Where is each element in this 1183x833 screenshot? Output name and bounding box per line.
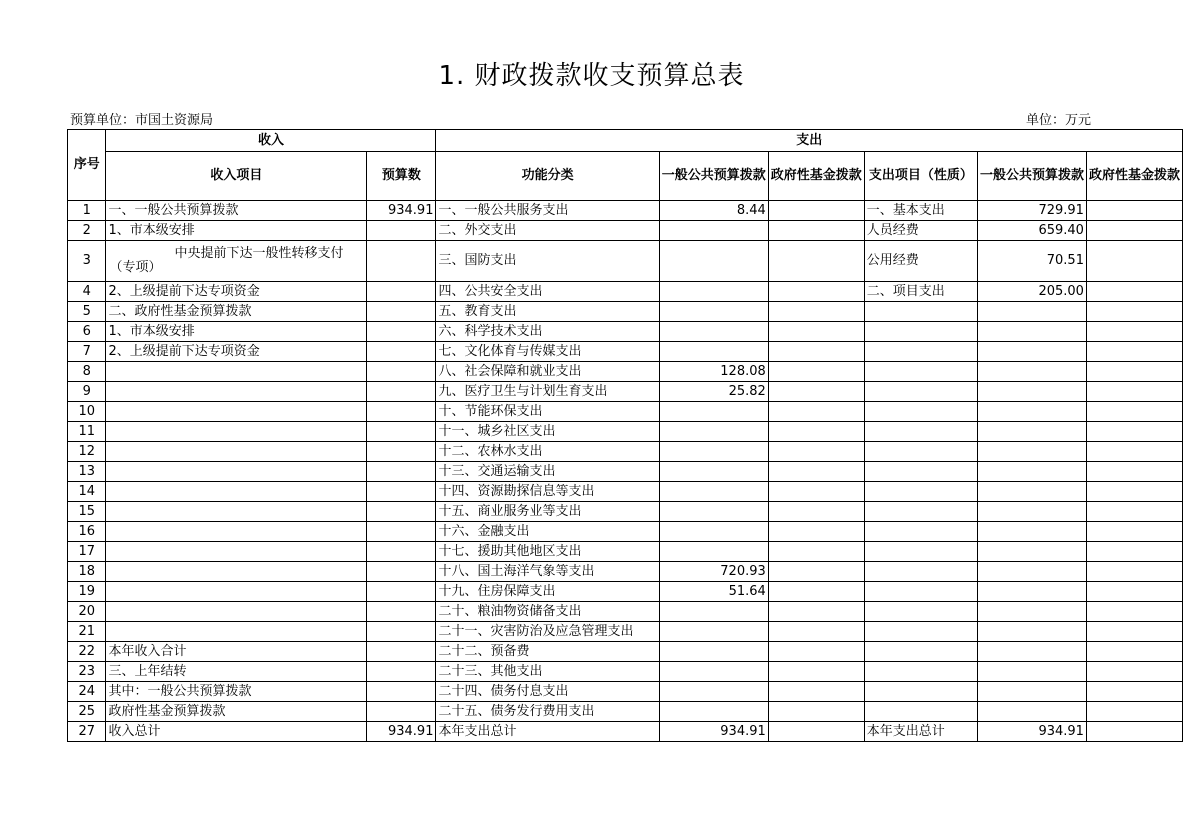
cell-gov-fund-2 (1086, 662, 1182, 682)
cell-seq: 19 (68, 582, 106, 602)
cell-general-public-1 (659, 422, 768, 442)
cell-nature (864, 622, 977, 642)
cell-income-item (106, 602, 367, 622)
cell-income-item (106, 622, 367, 642)
cell-budget (367, 582, 436, 602)
cell-general-public-2 (977, 522, 1086, 542)
header-general-public-1: 一般公共预算拨款 (659, 152, 768, 201)
table-row (68, 402, 1183, 422)
cell-function: 十六、金融支出 (436, 522, 659, 542)
cell-budget: 934.91 (367, 722, 436, 742)
cell-seq: 8 (68, 362, 106, 382)
cell-budget: 934.91 (367, 201, 436, 221)
header-gov-fund-1: 政府性基金拨款 (768, 152, 864, 201)
cell-budget (367, 602, 436, 622)
cell-nature (864, 442, 977, 462)
cell-seq: 27 (68, 722, 106, 742)
cell-income-item: 本年收入合计 (106, 642, 367, 662)
cell-function: 三、国防支出 (436, 241, 659, 282)
table-row (68, 622, 1183, 642)
cell-seq: 10 (68, 402, 106, 422)
table-row (68, 662, 1183, 682)
cell-general-public-2: 205.00 (977, 282, 1086, 302)
table-row (68, 241, 1183, 282)
cell-general-public-1 (659, 682, 768, 702)
cell-general-public-2 (977, 402, 1086, 422)
cell-budget (367, 282, 436, 302)
cell-income-item (106, 542, 367, 562)
cell-general-public-1: 720.93 (659, 562, 768, 582)
cell-general-public-1 (659, 302, 768, 322)
cell-seq: 15 (68, 502, 106, 522)
cell-income-item (106, 241, 367, 282)
cell-general-public-1 (659, 282, 768, 302)
cell-general-public-2 (977, 662, 1086, 682)
cell-gov-fund-2 (1086, 722, 1182, 742)
cell-nature (864, 682, 977, 702)
cell-general-public-1 (659, 502, 768, 522)
cell-function: 五、教育支出 (436, 302, 659, 322)
cell-gov-fund-2 (1086, 482, 1182, 502)
cell-function: 十三、交通运输支出 (436, 462, 659, 482)
cell-budget (367, 502, 436, 522)
cell-general-public-1 (659, 402, 768, 422)
cell-budget (367, 342, 436, 362)
budget-unit-label: 预算单位：市国土资源局 (70, 113, 214, 128)
cell-income-item: 1、市本级安排 (106, 221, 367, 241)
cell-nature: 公用经费 (864, 241, 977, 282)
cell-general-public-1 (659, 241, 768, 282)
table-row (68, 302, 1183, 322)
budget-summary-table (67, 129, 1183, 742)
cell-nature: 一、基本支出 (864, 201, 977, 221)
cell-gov-fund-1 (768, 402, 864, 422)
cell-function: 本年支出总计 (436, 722, 659, 742)
cell-gov-fund-1 (768, 722, 864, 742)
header-function-class: 功能分类 (436, 152, 659, 201)
table-row (68, 502, 1183, 522)
cell-seq: 16 (68, 522, 106, 542)
cell-income-item: 三、上年结转 (106, 662, 367, 682)
cell-nature (864, 422, 977, 442)
header-gov-fund-2: 政府性基金拨款 (1086, 152, 1182, 201)
cell-function: 十二、农林水支出 (436, 442, 659, 462)
cell-gov-fund-1 (768, 562, 864, 582)
cell-general-public-2 (977, 442, 1086, 462)
cell-gov-fund-1 (768, 342, 864, 362)
header-expense-nature: 支出项目（性质） (864, 152, 977, 201)
cell-income-item-line2: （专项） (109, 260, 162, 275)
cell-gov-fund-2 (1086, 602, 1182, 622)
table-row (68, 542, 1183, 562)
cell-function: 二十三、其他支出 (436, 662, 659, 682)
cell-budget (367, 562, 436, 582)
cell-function: 十五、商业服务业等支出 (436, 502, 659, 522)
cell-seq: 11 (68, 422, 106, 442)
cell-general-public-1 (659, 702, 768, 722)
cell-seq: 18 (68, 562, 106, 582)
cell-budget (367, 241, 436, 282)
cell-gov-fund-1 (768, 302, 864, 322)
cell-general-public-2: 934.91 (977, 722, 1086, 742)
cell-function: 二、外交支出 (436, 221, 659, 241)
cell-budget (367, 221, 436, 241)
header-budget-amount: 预算数 (367, 152, 436, 201)
cell-income-item (106, 582, 367, 602)
cell-function: 六、科学技术支出 (436, 322, 659, 342)
cell-general-public-2 (977, 322, 1086, 342)
cell-function: 十、节能环保支出 (436, 402, 659, 422)
cell-gov-fund-2 (1086, 302, 1182, 322)
cell-nature (864, 322, 977, 342)
table-row (68, 702, 1183, 722)
header-income: 收入 (106, 130, 436, 152)
cell-function: 一、一般公共服务支出 (436, 201, 659, 221)
cell-income-item (106, 562, 367, 582)
cell-gov-fund-2 (1086, 522, 1182, 542)
cell-gov-fund-1 (768, 502, 864, 522)
cell-function: 十四、资源勘探信息等支出 (436, 482, 659, 502)
cell-function: 二十四、债务付息支出 (436, 682, 659, 702)
cell-function: 四、公共安全支出 (436, 282, 659, 302)
cell-general-public-2 (977, 582, 1086, 602)
page-title: 1. 财政拨款收支预算总表 (438, 61, 745, 91)
cell-gov-fund-2 (1086, 382, 1182, 402)
table-row (68, 582, 1183, 602)
cell-general-public-1 (659, 662, 768, 682)
cell-gov-fund-2 (1086, 241, 1182, 282)
cell-seq: 14 (68, 482, 106, 502)
table-row (68, 221, 1183, 241)
cell-general-public-2: 70.51 (977, 241, 1086, 282)
cell-nature (864, 462, 977, 482)
cell-gov-fund-1 (768, 542, 864, 562)
cell-seq: 1 (68, 201, 106, 221)
table-row-total (68, 722, 1183, 742)
cell-general-public-1 (659, 442, 768, 462)
cell-gov-fund-1 (768, 702, 864, 722)
cell-gov-fund-2 (1086, 362, 1182, 382)
table-row (68, 201, 1183, 221)
cell-gov-fund-1 (768, 422, 864, 442)
cell-seq: 20 (68, 602, 106, 622)
cell-budget (367, 662, 436, 682)
cell-nature (864, 602, 977, 622)
cell-gov-fund-1 (768, 662, 864, 682)
cell-gov-fund-2 (1086, 422, 1182, 442)
cell-seq: 4 (68, 282, 106, 302)
cell-income-item: 收入总计 (106, 722, 367, 742)
cell-general-public-2 (977, 462, 1086, 482)
cell-income-item-line1: 中央提前下达一般性转移支付 (174, 246, 344, 261)
cell-general-public-1 (659, 342, 768, 362)
cell-nature (864, 582, 977, 602)
cell-budget (367, 682, 436, 702)
header-seq: 序号 (68, 130, 106, 201)
cell-general-public-2 (977, 622, 1086, 642)
cell-gov-fund-2 (1086, 402, 1182, 422)
cell-nature (864, 502, 977, 522)
cell-budget (367, 522, 436, 542)
cell-general-public-2 (977, 602, 1086, 622)
cell-income-item: 2、上级提前下达专项资金 (106, 342, 367, 362)
cell-budget (367, 382, 436, 402)
cell-income-item (106, 402, 367, 422)
cell-general-public-1 (659, 642, 768, 662)
table-row (68, 462, 1183, 482)
cell-gov-fund-1 (768, 362, 864, 382)
cell-nature (864, 302, 977, 322)
cell-gov-fund-1 (768, 241, 864, 282)
cell-seq: 12 (68, 442, 106, 462)
cell-income-item (106, 382, 367, 402)
cell-general-public-2 (977, 682, 1086, 702)
header-expense: 支出 (436, 130, 1183, 152)
cell-nature (864, 482, 977, 502)
cell-function: 十八、国土海洋气象等支出 (436, 562, 659, 582)
cell-gov-fund-1 (768, 201, 864, 221)
cell-income-item: 其中：一般公共预算拨款 (106, 682, 367, 702)
cell-gov-fund-1 (768, 382, 864, 402)
cell-seq: 25 (68, 702, 106, 722)
cell-general-public-1 (659, 542, 768, 562)
currency-unit-label: 单位：万元 (1025, 113, 1091, 128)
cell-gov-fund-2 (1086, 582, 1182, 602)
cell-general-public-2 (977, 562, 1086, 582)
cell-nature: 本年支出总计 (864, 722, 977, 742)
cell-function: 七、文化体育与传媒支出 (436, 342, 659, 362)
cell-function: 二十、粮油物资储备支出 (436, 602, 659, 622)
cell-gov-fund-1 (768, 682, 864, 702)
cell-gov-fund-2 (1086, 442, 1182, 462)
cell-income-item: 一、一般公共预算拨款 (106, 201, 367, 221)
table-row (68, 482, 1183, 502)
cell-gov-fund-2 (1086, 342, 1182, 362)
cell-gov-fund-2 (1086, 462, 1182, 482)
cell-function: 二十二、预备费 (436, 642, 659, 662)
cell-general-public-1 (659, 221, 768, 241)
cell-general-public-1: 25.82 (659, 382, 768, 402)
cell-gov-fund-2 (1086, 622, 1182, 642)
cell-general-public-2 (977, 502, 1086, 522)
table-row (68, 382, 1183, 402)
cell-income-item: 2、上级提前下达专项资金 (106, 282, 367, 302)
table-row (68, 282, 1183, 302)
cell-budget (367, 442, 436, 462)
cell-income-item (106, 522, 367, 542)
cell-gov-fund-1 (768, 602, 864, 622)
cell-general-public-1: 934.91 (659, 722, 768, 742)
cell-general-public-1 (659, 602, 768, 622)
cell-seq: 21 (68, 622, 106, 642)
cell-gov-fund-1 (768, 442, 864, 462)
cell-nature (864, 522, 977, 542)
cell-gov-fund-2 (1086, 542, 1182, 562)
cell-seq: 6 (68, 322, 106, 342)
cell-budget (367, 362, 436, 382)
cell-general-public-1 (659, 482, 768, 502)
table-row (68, 682, 1183, 702)
cell-function: 十一、城乡社区支出 (436, 422, 659, 442)
cell-function: 十九、住房保障支出 (436, 582, 659, 602)
cell-income-item: 政府性基金预算拨款 (106, 702, 367, 722)
cell-seq: 17 (68, 542, 106, 562)
cell-budget (367, 422, 436, 442)
cell-budget (367, 702, 436, 722)
cell-gov-fund-2 (1086, 502, 1182, 522)
cell-gov-fund-2 (1086, 201, 1182, 221)
cell-income-item: 1、市本级安排 (106, 322, 367, 342)
table-row (68, 602, 1183, 622)
cell-function: 二十五、债务发行费用支出 (436, 702, 659, 722)
cell-income-item (106, 482, 367, 502)
cell-nature (864, 662, 977, 682)
cell-budget (367, 622, 436, 642)
cell-seq: 3 (68, 241, 106, 282)
cell-budget (367, 482, 436, 502)
cell-gov-fund-2 (1086, 282, 1182, 302)
cell-gov-fund-1 (768, 522, 864, 542)
table-row (68, 522, 1183, 542)
cell-gov-fund-2 (1086, 562, 1182, 582)
table-row (68, 642, 1183, 662)
cell-general-public-1: 128.08 (659, 362, 768, 382)
cell-nature: 二、项目支出 (864, 282, 977, 302)
cell-general-public-2 (977, 482, 1086, 502)
cell-gov-fund-1 (768, 282, 864, 302)
cell-general-public-2 (977, 642, 1086, 662)
cell-general-public-2 (977, 382, 1086, 402)
cell-gov-fund-1 (768, 221, 864, 241)
cell-gov-fund-1 (768, 482, 864, 502)
cell-gov-fund-1 (768, 462, 864, 482)
cell-nature: 人员经费 (864, 221, 977, 241)
table-row (68, 342, 1183, 362)
cell-gov-fund-2 (1086, 642, 1182, 662)
cell-general-public-2: 659.40 (977, 221, 1086, 241)
cell-nature (864, 382, 977, 402)
cell-income-item: 二、政府性基金预算拨款 (106, 302, 367, 322)
cell-general-public-2: 729.91 (977, 201, 1086, 221)
cell-gov-fund-1 (768, 582, 864, 602)
cell-general-public-2 (977, 362, 1086, 382)
cell-budget (367, 542, 436, 562)
cell-general-public-2 (977, 302, 1086, 322)
cell-general-public-1 (659, 462, 768, 482)
cell-general-public-1 (659, 522, 768, 542)
cell-income-item (106, 442, 367, 462)
cell-nature (864, 542, 977, 562)
cell-seq: 23 (68, 662, 106, 682)
cell-gov-fund-2 (1086, 682, 1182, 702)
cell-gov-fund-2 (1086, 702, 1182, 722)
cell-function: 九、医疗卫生与计划生育支出 (436, 382, 659, 402)
cell-nature (864, 402, 977, 422)
cell-general-public-1 (659, 622, 768, 642)
header-general-public-2: 一般公共预算拨款 (977, 152, 1086, 201)
cell-seq: 22 (68, 642, 106, 662)
table-row (68, 322, 1183, 342)
cell-budget (367, 302, 436, 322)
table-row (68, 562, 1183, 582)
cell-income-item (106, 422, 367, 442)
cell-nature (864, 642, 977, 662)
cell-nature (864, 342, 977, 362)
cell-nature (864, 362, 977, 382)
cell-general-public-1: 8.44 (659, 201, 768, 221)
cell-income-item (106, 362, 367, 382)
cell-seq: 9 (68, 382, 106, 402)
cell-function: 十七、援助其他地区支出 (436, 542, 659, 562)
cell-seq: 5 (68, 302, 106, 322)
header-income-item: 收入项目 (106, 152, 367, 201)
cell-budget (367, 462, 436, 482)
cell-general-public-2 (977, 542, 1086, 562)
cell-income-item (106, 502, 367, 522)
cell-budget (367, 322, 436, 342)
cell-general-public-1 (659, 322, 768, 342)
cell-gov-fund-2 (1086, 322, 1182, 342)
cell-general-public-2 (977, 422, 1086, 442)
cell-gov-fund-1 (768, 642, 864, 662)
cell-gov-fund-2 (1086, 221, 1182, 241)
cell-gov-fund-1 (768, 322, 864, 342)
cell-seq: 24 (68, 682, 106, 702)
cell-general-public-2 (977, 342, 1086, 362)
cell-budget (367, 642, 436, 662)
cell-function: 二十一、灾害防治及应急管理支出 (436, 622, 659, 642)
cell-function: 八、社会保障和就业支出 (436, 362, 659, 382)
cell-budget (367, 402, 436, 422)
cell-nature (864, 702, 977, 722)
cell-income-item (106, 462, 367, 482)
cell-general-public-2 (977, 702, 1086, 722)
cell-seq: 7 (68, 342, 106, 362)
table-row (68, 422, 1183, 442)
table-row (68, 362, 1183, 382)
cell-general-public-1: 51.64 (659, 582, 768, 602)
cell-gov-fund-1 (768, 622, 864, 642)
cell-nature (864, 562, 977, 582)
table-row (68, 442, 1183, 462)
cell-seq: 13 (68, 462, 106, 482)
cell-seq: 2 (68, 221, 106, 241)
